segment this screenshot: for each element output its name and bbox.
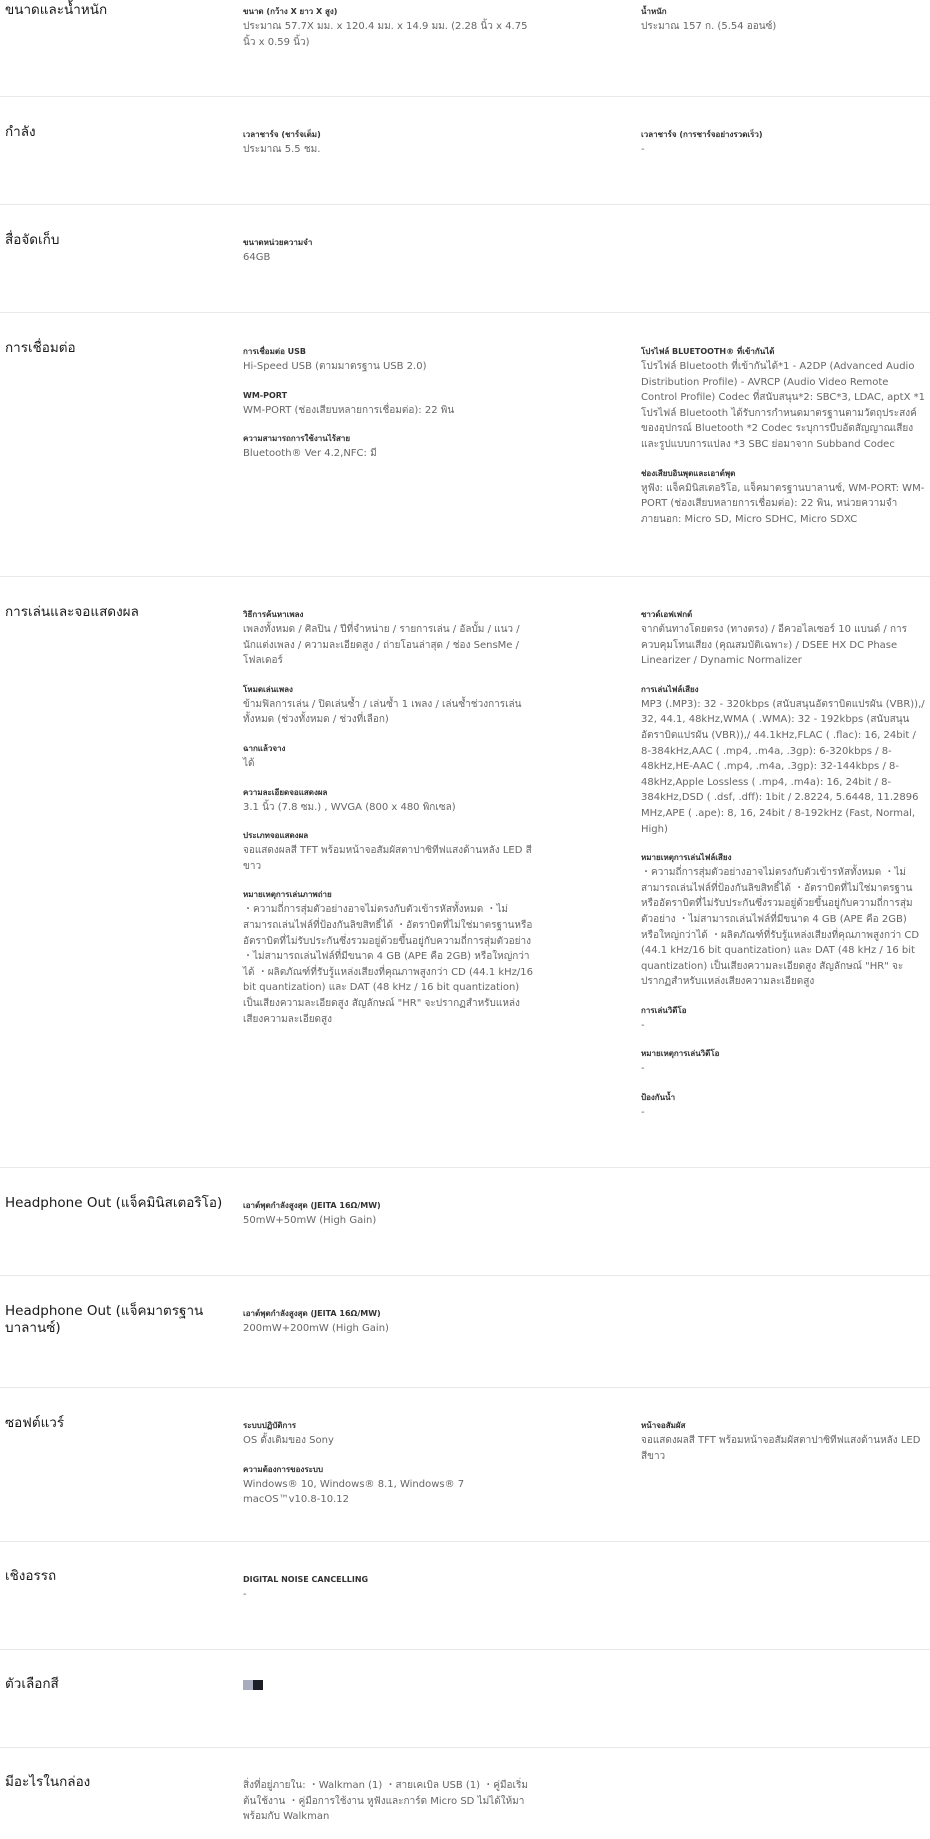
spec-value: Hi-Speed USB (ตามมาตรฐาน USB 2.0) [243, 361, 427, 372]
spec-video-playback [641, 1005, 926, 1034]
section-storage [0, 205, 930, 313]
spec-sound-effects [641, 609, 926, 669]
section-title: มีอะไรในกล่อง [5, 1774, 91, 1790]
spec-value: ประมาณ 157 ก. (5.54 ออนซ์) [641, 21, 777, 32]
spec-max-output [243, 1308, 533, 1337]
spec-label: น้ำหนัก [641, 7, 667, 16]
spec-os [243, 1420, 533, 1449]
spec-play-mode [243, 684, 533, 728]
spec-label: หมายเหตุการเล่นวิดีโอ [641, 1049, 720, 1059]
spec-label: ช่องเสียบอินพุตและเอาต์พุต [641, 468, 736, 478]
section-title: Headphone Out (แจ็คมินิสเตอริโอ) [5, 1195, 223, 1211]
section-title: การเชื่อมต่อ [5, 340, 76, 356]
spec-memory-size [243, 237, 533, 266]
spec-label: ซาวด์เอฟเฟกต์ [641, 610, 693, 619]
section-title: ซอฟต์แวร์ [5, 1415, 65, 1431]
spec-label: ป้องกันน้ำ [641, 1093, 676, 1103]
spec-label: DIGITAL NOISE CANCELLING [243, 1575, 369, 1584]
section-title: เชิงอรรถ [5, 1568, 57, 1584]
spec-wm-port [243, 390, 533, 419]
spec-value: ・ความถี่การสุ่มตัวอย่างอาจไม่ตรงกับตัวเข้ารหัสทั้งหมด ・ไม่สามารถเล่นไฟล์ที่ป้องกันลิขสิทธิ์ได้ ・อัตราบิตที่ไม่ใช่มาตรฐานหรืออัตราบิตที่ไม่รับประกันซึ่งรวมอยู่ด้วยขึ้นอยู่กับความถี่การสุ่มตัวอย่าง ・ไม่สามารถเล่นไฟล์ที่มีขนาด 4 GB (APE คือ 2GB) หรือใหญ่กว่าได้ ・ผลิตภัณฑ์ที่รับรู้แหล่งเสียงที่คุณภาพสูงกว่า CD (44.1 kHz/16 bit quantization) และ DAT (48 kHz / 16 bit quantization) เป็นเสียงความละเอียดสูง สัญลักษณ์ "HR" จะปรากฏสำหรับแหล่งเสียงความละเอียดสูง [641, 867, 920, 988]
spec-label: การเล่นวิดีโอ [641, 1005, 687, 1015]
spec-value: OS ดั้งเดิมของ Sony [243, 1435, 334, 1446]
spec-noise-cancelling [243, 1574, 533, 1603]
section-title: กำลัง [5, 124, 36, 140]
spec-audio-notes [641, 852, 926, 990]
spec-waterproof [641, 1092, 926, 1121]
spec-quick-charge-time [641, 129, 926, 158]
spec-value: Windows® 10, Windows® 8.1, Windows® 7 macOS™v10.8-10.12 [243, 1478, 465, 1506]
spec-value: ประมาณ 5.5 ชม. [243, 144, 321, 155]
spec-value: จากต้นทางโดยตรง (ทางตรง) / อีควอไลเซอร์ 10 แบนด์ / การควบคุมโทนเสียง (คุณสมบัติเฉพาะ) / DSEE HX DC Phase Linearizer / Dynamic Normalizer [641, 624, 907, 667]
spec-label: เวลาชาร์จ (การชาร์จอย่างรวดเร็ว) [641, 130, 763, 139]
section-color-options [0, 1650, 930, 1748]
spec-system-requirements [243, 1464, 533, 1508]
spec-label: วิธีการค้นหาเพลง [243, 610, 304, 619]
spec-value: สิ่งที่อยู่ภายใน: ・Walkman (1) ・สายเคเบิล USB (1) ・คู่มือเริ่มต้นใช้งาน ・คู่มือการใช้งาน หูฟังและการ์ด Micro SD ไม่ได้ให้มาพร้อมกับ Walkman [243, 1780, 528, 1823]
spec-value: - [641, 144, 645, 155]
spec-value: - [641, 1019, 645, 1031]
spec-label: ความละเอียดจอแสดงผล [243, 787, 328, 797]
spec-value: WM-PORT (ช่องเสียบหลายการเชื่อมต่อ): 22 พิน [243, 404, 455, 416]
spec-value: - [641, 1063, 645, 1075]
spec-video-notes [641, 1048, 926, 1077]
spec-bluetooth-profile [641, 346, 926, 453]
spec-label: ประเภทจอแสดงผล [243, 831, 309, 841]
spec-label: ฉากแล้วจาง [243, 743, 286, 753]
spec-value: จอแสดงผลสี TFT พร้อมหน้าจอสัมผัสตาปาซิทีฟแสงด้านหลัง LED สีขาว [641, 1435, 921, 1462]
spec-value: MP3 (.MP3): 32 - 320kbps (สนับสนุนอัตราบิตแปรผัน (VBR)),/ 32, 44.1, 48kHz,WMA ( .WMA): 32 - 192kbps (สนับสนุนอัตราบิตแปรผัน (VBR)),/ 44.1kHz,FLAC ( .flac): 16, 24bit / 8-384kHz,AAC ( .mp4, .m4a, .3gp): 6-320kbps / 8-48kHz,HE-AAC ( .mp4, .m4a, .3gp): 32-144kbps / 8-48kHz,Apple Lossless ( .mp4, .m4a): 16, 24bit / 8-384kHz,DSD ( .dsf, .dff): 1bit / 2.8224, 5.6448, 11.2896 MHz,APE ( .ape): 8, 16, 24bit / 8-192kHz (Fast, Normal, High) [641, 698, 925, 835]
section-in-the-box [0, 1748, 930, 1839]
spec-display-type [243, 830, 533, 874]
section-title: การเล่นและจอแสดงผล [5, 604, 139, 620]
spec-charge-time [243, 129, 533, 158]
section-footnote [0, 1542, 930, 1650]
section-size-weight [0, 0, 930, 97]
spec-value: - [641, 1107, 645, 1119]
spec-label: โหมดเล่นเพลง [243, 684, 293, 694]
spec-label: เวลาชาร์จ (ชาร์จเต็ม) [243, 130, 321, 139]
spec-io-ports [641, 468, 926, 528]
spec-dimensions [243, 6, 533, 50]
spec-wireless [243, 433, 533, 462]
spec-label: เอาต์พุตกำลังสูงสุด (JEITA 16Ω/MW) [243, 1201, 381, 1210]
spec-value: 3.1 นิ้ว (7.8 ซม.) , WVGA (800 x 480 พิกเซล) [243, 801, 456, 813]
spec-fade [243, 743, 533, 772]
spec-label: ความต้องการของระบบ [243, 1464, 324, 1474]
spec-value: ได้ [243, 757, 255, 769]
section-headphone-mini [0, 1168, 930, 1276]
spec-photo-notes [243, 889, 533, 1027]
section-title: ตัวเลือกสี [5, 1676, 59, 1692]
spec-value: 50mW+50mW (High Gain) [243, 1215, 377, 1226]
spec-label: ขนาด (กว้าง X ยาว X สูง) [243, 7, 338, 16]
spec-label: หมายเหตุการเล่นไฟล์เสียง [641, 853, 732, 863]
spec-value: Bluetooth® Ver 4.2,NFC: มี [243, 448, 377, 460]
spec-value: - [243, 1589, 247, 1600]
section-title: Headphone Out (แจ็คมาตรฐานบาลานซ์) [5, 1303, 204, 1336]
spec-label: WM-PORT [243, 390, 288, 400]
spec-touchscreen [641, 1420, 926, 1464]
section-playback-display [0, 577, 930, 1168]
spec-label: การเล่นไฟล์เสียง [641, 684, 699, 694]
spec-value: ・ความถี่การสุ่มตัวอย่างอาจไม่ตรงกับตัวเข้ารหัสทั้งหมด ・ไม่สามารถเล่นไฟล์ที่ป้องกันลิขสิทธิ์ได้ ・อัตราบิตที่ไม่ใช่มาตรฐานหรืออัตราบิตที่ไม่รับประกันซึ่งรวมอยู่ด้วยขึ้นอยู่กับความถี่การสุ่มตัวอย่าง ・ไม่สามารถเล่นไฟล์ที่มีขนาด 4 GB (APE คือ 2GB) หรือใหญ่กว่าได้ ・ผลิตภัณฑ์ที่รับรู้แหล่งเสียงที่คุณภาพสูงกว่า CD (44.1 kHz/16 bit quantization) และ DAT (48 kHz / 16 bit quantization) เป็นเสียงความละเอียดสูง สัญลักษณ์ "HR" จะปรากฏสำหรับแหล่งเสียงความละเอียดสูง [243, 904, 534, 1025]
color-swatch-black[interactable] [253, 1680, 263, 1690]
spec-value: โปรไฟล์ Bluetooth ที่เข้ากันได้*1 - A2DP (Advanced Audio Distribution Profile) - AVRCP (Audio Video Remote Control Profile) Codec ที่สนับสนุน*2: SBC*3, LDAC, aptX *1 โปรไฟล์ Bluetooth ได้รับการกำหนดมาตรฐานตามวัตถุประสงค์ของอุปกรณ์ Bluetooth *2 Codec ระบุการบีบอัดสัญญาณเสียงและรูปแบบการแปลง *3 SBC ย่อมาจาก Subband Codec [641, 361, 925, 450]
spec-value: เพลงทั้งหมด / ศิลปิน / ปีที่จำหน่าย / รายการเล่น / อัลบั้ม / แนว / นักแต่งเพลง / ความละเอียดสูง / ถ่ายโอนล่าสุด / ช่อง SensMe / โฟลเดอร์ [243, 624, 520, 667]
spec-value: 64GB [243, 252, 271, 263]
section-software [0, 1388, 930, 1542]
spec-value: 200mW+200mW (High Gain) [243, 1323, 389, 1334]
section-title: ขนาดและน้ำหนัก [5, 2, 108, 18]
color-swatches [243, 1680, 533, 1690]
spec-search-method [243, 609, 533, 669]
spec-usb [243, 346, 533, 375]
spec-label: หมายเหตุการเล่นภาพถ่าย [243, 890, 332, 900]
spec-display-resolution [243, 787, 533, 816]
spec-label: ระบบปฏิบัติการ [243, 1421, 297, 1430]
section-headphone-balanced [0, 1276, 930, 1388]
spec-label: โปรไฟล์ BLUETOOTH® ที่เข้ากันได้ [641, 347, 775, 356]
spec-value: จอแสดงผลสี TFT พร้อมหน้าจอสัมผัสตาปาซิทีฟแสงด้านหลัง LED สีขาว [243, 845, 532, 872]
spec-label: เอาต์พุตกำลังสูงสุด (JEITA 16Ω/MW) [243, 1309, 381, 1318]
spec-label: ขนาดหน่วยความจำ [243, 238, 313, 247]
section-power [0, 97, 930, 205]
spec-label: ความสามารถการใช้งานไร้สาย [243, 434, 351, 444]
color-swatch-silver[interactable] [243, 1680, 253, 1690]
spec-value: ข้ามฟิลการเล่น / ปิดเล่นซ้ำ / เล่นซ้ำ 1 เพลง / เล่นซ้ำช่วงการเล่นทั้งหมด (ช่วงทั้งหมด / ช่วงที่เลือก) [243, 698, 522, 726]
spec-max-output [243, 1200, 533, 1229]
section-title: สื่อจัดเก็บ [5, 232, 60, 248]
spec-label: หน้าจอสัมผัส [641, 1421, 686, 1430]
spec-audio-formats [641, 684, 926, 837]
spec-label: การเชื่อมต่อ USB [243, 347, 307, 356]
section-connectivity [0, 313, 930, 577]
spec-weight [641, 6, 926, 35]
spec-value: หูฟัง: แจ็คมินิสเตอริโอ, แจ็คมาตรฐานบาลานซ์, WM-PORT: WM-PORT (ช่องเสียบหลายการเชื่อมต่อ): 22 พิน, หน่วยความจำภายนอก: Micro SD, Micro SDHC, Micro SDXC [641, 482, 925, 525]
spec-value: ประมาณ 57.7X มม. x 120.4 มม. x 14.9 มม. (2.28 นิ้ว x 4.75 นิ้ว x 0.59 นิ้ว) [243, 21, 528, 48]
spec-box-contents [243, 1778, 533, 1825]
